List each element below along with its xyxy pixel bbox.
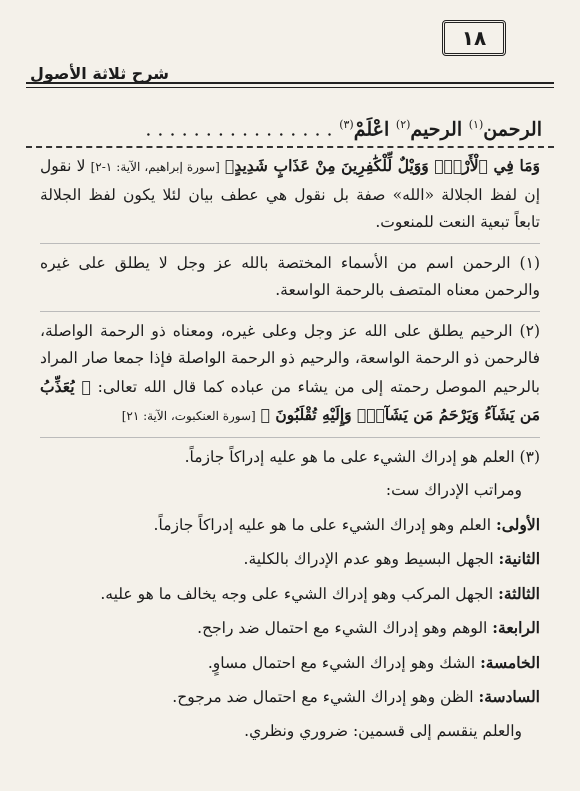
list-item-label: الرابعة: xyxy=(492,618,540,637)
footnote-2 xyxy=(40,318,540,431)
header-rule-thin xyxy=(26,87,554,88)
paragraph-text: لا نقول إن لفظ الجلالة «الله» صفة بل نقول هي عطف بيان لئلا يكون لفظ الجلالة تابعاً تبعية النعت للمنعوت. xyxy=(40,157,540,231)
header-rule xyxy=(26,82,554,84)
divider xyxy=(40,311,540,312)
list-item xyxy=(40,545,540,574)
list-item-text: الجهل المركب وهو إدراك الشيء على وجه يخالف ما هو عليه. xyxy=(100,584,499,603)
divider xyxy=(40,437,540,438)
list-item xyxy=(40,649,540,678)
list-item-label: السادسة: xyxy=(478,687,540,706)
verse-reference: [سورة العنكبوت، الآية: ٢١] xyxy=(121,409,256,423)
main-text-line xyxy=(26,118,542,140)
list-item xyxy=(40,580,540,609)
list-item xyxy=(40,683,540,712)
verse-reference: [سورة إبراهيم، الآية: ١-٢] xyxy=(90,160,220,174)
footnote-1: (١) الرحمن اسم من الأسماء المختصة بالله عز وجل لا يطلق على غيره والرحمن معناه المتصف بالرحمة الواسعة. xyxy=(40,253,540,299)
footnote-ref-2: (٢) xyxy=(395,118,411,131)
quran-verse: ﴿ يُعَذِّبُ مَن يَشَآءُ وَيَرْحَمُ مَن يَشَآءُۖ وَإِلَيْهِ تُقْلَبُونَ ﴾ xyxy=(40,376,540,424)
dot-leader: . . . . . . . . . . . . . . . . xyxy=(145,118,333,141)
list-item-text: الوهم وهو إدراك الشيء مع احتمال ضد راجح. xyxy=(197,619,493,637)
quran-verse: وَمَا فِي ٱلْأَرْضِۗ وَوَيْلٌ لِّلْكَٰفِرِينَ مِنْ عَذَابٍ شَدِيدٍ﴾ xyxy=(225,156,540,175)
closing-line: والعلم ينقسم إلى قسمين: ضروري ونظري. xyxy=(244,721,522,740)
footnote-ref-1: (١) xyxy=(468,118,484,131)
footnote-3: (٣) العلم هو إدراك الشيء على ما هو عليه إدراكاً جازماً. xyxy=(184,447,540,466)
list-item-label: الخامسة: xyxy=(480,652,540,672)
footnote-separator xyxy=(26,146,554,148)
paragraph-verse-ibrahim xyxy=(40,152,540,237)
list-item-text: الجهل البسيط وهو عدم الإدراك بالكلية. xyxy=(243,550,499,568)
divider xyxy=(40,243,540,244)
list-item-text: الشك وهو إدراك الشيء مع احتمال مساوٍ. xyxy=(207,653,481,672)
list-item-label: الأولى: xyxy=(496,514,540,534)
list-item-text: الظن وهو إدراك الشيء مع احتمال ضد مرجوح. xyxy=(172,688,479,706)
list-item-label: الثالثة: xyxy=(498,583,540,603)
running-title: شرح ثلاثة الأصول xyxy=(30,64,169,83)
footnote-ref-3: (٣) xyxy=(339,118,354,131)
page-number-box: ١٨ xyxy=(442,20,506,56)
word-rahman: الرحمن xyxy=(483,118,542,141)
list-item-text: العلم وهو إدراك الشيء على ما هو عليه إدراكاً جازماً. xyxy=(153,515,496,534)
list-item-label: الثانية: xyxy=(498,549,540,568)
list-intro: ومراتب الإدراك ست: xyxy=(385,481,522,499)
word-rahim: الرحيم xyxy=(410,118,463,141)
list-item xyxy=(40,511,540,540)
commentary-block xyxy=(40,152,540,751)
word-alim: اعْلَمْ xyxy=(353,118,390,141)
paragraph-text: (٢) الرحيم يطلق على الله عز وجل وعلى غيره، ومعناه ذو الرحمة الواصلة، فالرحمن ذو الرحمة الواسعة، والرحيم ذو الرحمة الواصلة فإذا جمعا صار المراد بالرحيم الموصل رحمته إلى من يشاء من عباده كما قال الله تعالى: xyxy=(40,321,540,396)
list-item xyxy=(40,614,540,643)
